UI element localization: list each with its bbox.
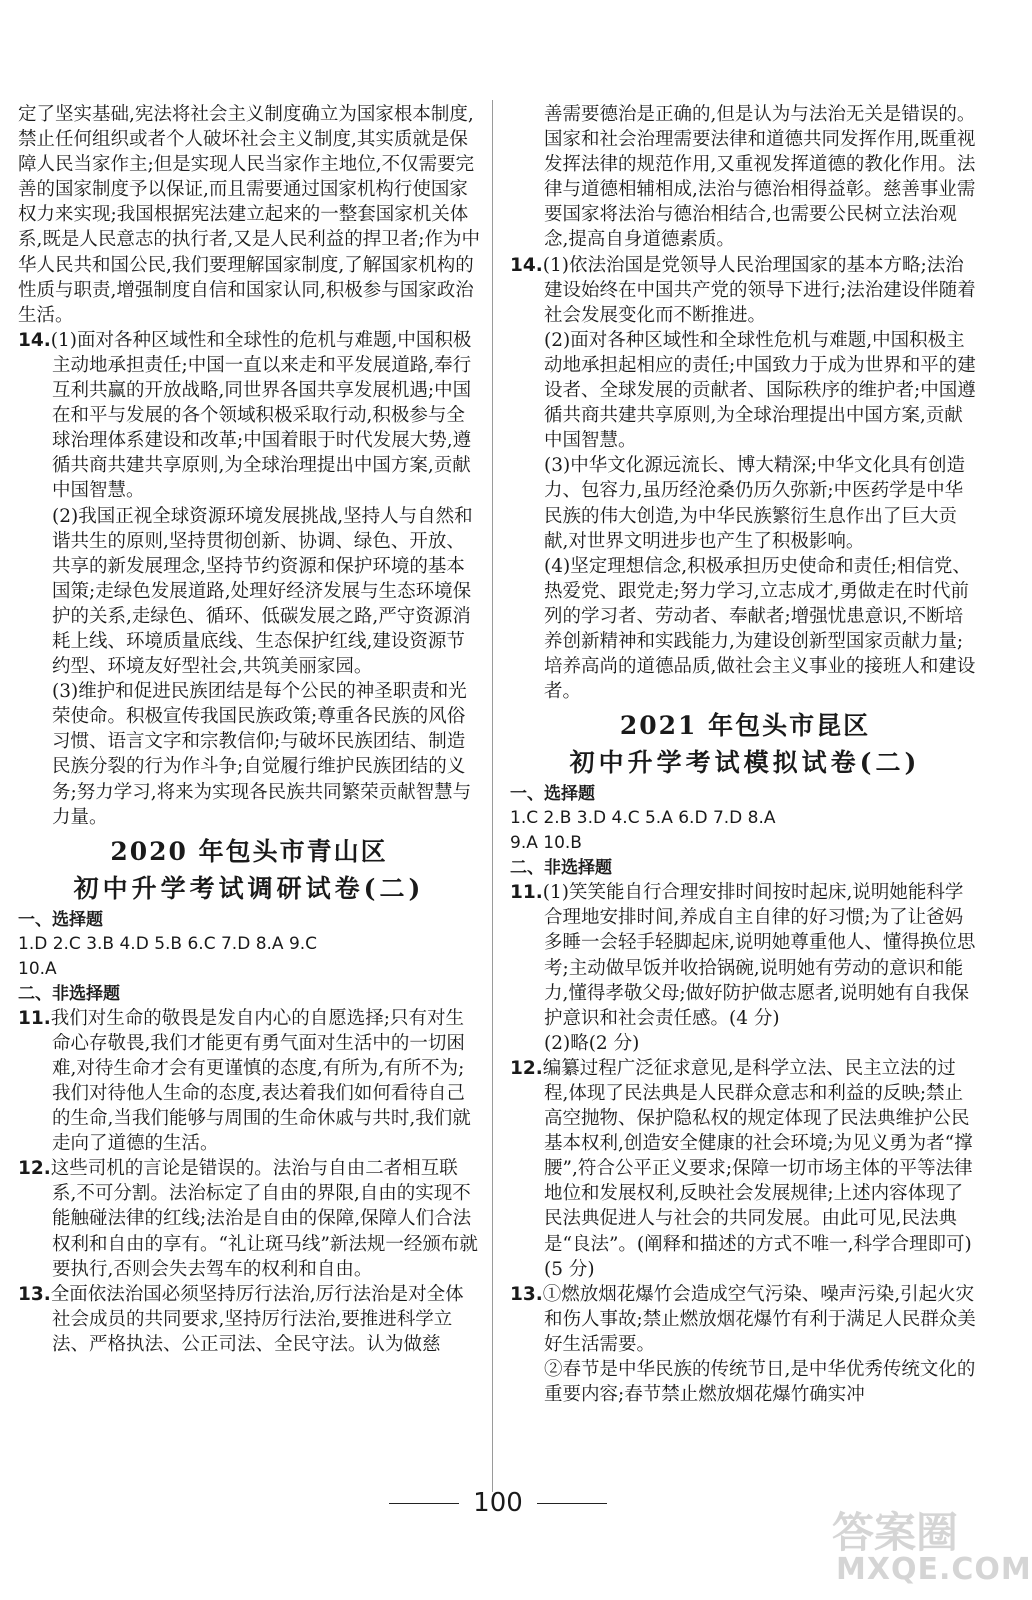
right-section-choice-heading: 一、选择题 [510, 784, 595, 805]
left-section-nonchoice-heading: 二、非选择题 [18, 983, 120, 1004]
right-q14-part1-text: (1)依法治国是党领导人民治理国家的基本方略;法治建设始终在中国共产党的领导下进行;法治建设伴随着社会发展变化而不断推进。 [542, 254, 976, 326]
left-q13 [18, 1282, 480, 1357]
watermark-logo [810, 1500, 1032, 1598]
right-q14-part4: (4)坚定理想信念,积极承担历史使命和责任;相信党、热爱党、跟党走;努力学习,立志成才,勇做走在时代前列的学习者、劳动者、奉献者;增强忧患意识,不断培养创新精神和实践能力,为建设创新型国家贡献力量;培养高尚的道德品质,做社会主义事业的接班人和建设者。 [544, 555, 976, 703]
right-q11-part2: (2)略(2 分) [544, 1032, 640, 1054]
right-q12-number: 12. [510, 1057, 543, 1079]
right-choice-answers-line2: 9.A 10.B [510, 833, 582, 854]
left-column [18, 102, 480, 1357]
left-choice-answers-line2: 10.A [18, 958, 57, 979]
right-q14-part1 [510, 253, 980, 328]
left-q11-number: 11. [18, 1007, 51, 1029]
left-q14-part1 [18, 328, 480, 504]
left-exam-title-line2: 初中升学考试调研试卷(二) [73, 873, 425, 903]
right-q13-number: 13. [510, 1283, 543, 1305]
right-section-nonchoice-heading: 二、非选择题 [510, 858, 612, 879]
page-number-right-rule [537, 1503, 607, 1505]
right-q14-part3: (3)中华文化源远流长、博大精深;中华文化具有创造力、包容力,虽历经沧桑仍历久弥新;中医药学是中华民族的伟大创造,为中华民族繁衍生息作出了巨大贡献,对世界文明进步也产生了积极影响。 [544, 455, 965, 552]
right-exam-title-line2: 初中升学考试模拟试卷(二) [569, 748, 921, 778]
left-q11-text: 我们对生命的敬畏是发自内心的自愿选择;只有对生命心存敬畏,我们才能更有勇气面对生活中的一切困难,对待生命才会有更谨慎的态度,有所为,有所不为;我们对待他人生命的态度,表达着我们如何看待自己的生命,当我们能够与周围的生命休戚与共时,我们就走向了道德的生活。 [50, 1007, 471, 1155]
page-number-text: 100 [473, 1488, 523, 1518]
left-q11 [18, 1006, 480, 1157]
right-q11-number: 11. [510, 882, 543, 904]
right-q14-number: 14. [510, 254, 543, 276]
left-q14-part2: (2)我国正视全球资源环境发展挑战,坚持人与自然和谐共生的原则,坚持贯彻创新、协调、绿色、开放、共享的新发展理念,坚持节约资源和保护环境的基本国策;走绿色发展道路,处理好经济发展与生态环境保护的关系,走绿色、循环、低碳发展之路,严守资源消耗上线、环境质量底线、生态保护红线,建设资源节约型、环境友好型社会,共筑美丽家园。 [52, 505, 473, 678]
column-divider [492, 100, 493, 1492]
right-q13-continuation: 善需要德治是正确的,但是认为与法治无关是错误的。国家和社会治理需要法律和道德共同发挥作用,既重视发挥法律的规范作用,又重视发挥道德的教化作用。法律与道德相辅相成,法治与德治相得益彰。慈善事业需要国家将法治与德治相结合,也需要公民树立法治观念,提高自身道德素质。 [544, 104, 976, 251]
left-choice-answers-line1: 1.D 2.C 3.B 4.D 5.B 6.C 7.D 8.A 9.C [18, 933, 318, 954]
left-q13-continuation: 定了坚实基础,宪法将社会主义制度确立为国家根本制度,禁止任何组织或者个人破坏社会主义制度,其实质就是保障人民当家作主;但是实现人民当家作主地位,不仅需要完善的国家制度予以保证,而且需要通过国家机构行使国家权力来实现;我国根据宪法建立起来的一整套国家机关体系,既是人民意志的执行者,又是人民利益的捍卫者;作为中华人民共和国公民,我们要理解国家制度,了解国家机构的性质与职责,增强制度自信和国家认同,积极参与国家政治生活。 [18, 104, 480, 326]
right-q14-part2: (2)面对各种区域性和全球性危机与难题,中国积极主动地承担起相应的责任;中国致力于成为世界和平的建设者、全球发展的贡献者、国际秩序的维护者;中国遵循共商共建共享原则,为全球治理提出中国方案,贡献中国智慧。 [544, 329, 976, 452]
right-q12-text: 编纂过程广泛征求意见,是科学立法、民主立法的过程,体现了民法典是人民群众意志和利益的反映;禁止高空抛物、保护隐私权的规定体现了民法典维护公民基本权利,创造安全健康的社会环境;为见义勇为者“撑腰”,符合公平正义要求;保障一切市场主体的平等法律地位和发展权利,反映社会发展规律;上述内容体现了民法典促进人与社会的共同发展。由此可见,民法典是“良法”。(阐释和描述的方式不唯一,科学合理即可)(5 分) [542, 1057, 973, 1280]
right-q11 [510, 880, 980, 1031]
left-q12-number: 12. [18, 1158, 51, 1180]
left-exam-title-line1: 2020 年包头市青山区 [110, 836, 388, 866]
left-q14-number: 14. [18, 329, 51, 351]
right-exam-title-line1: 2021 年包头市昆区 [619, 711, 871, 741]
right-q13 [510, 1282, 980, 1357]
page-number-left-rule [389, 1503, 459, 1505]
left-q14-part3: (3)维护和促进民族团结是每个公民的神圣职责和光荣使命。积极宣传我国民族政策;尊重各民族的风俗习惯、语言文字和宗教信仰;与破坏民族团结、制造民族分裂的行为作斗争;自觉履行维护民族团结的义务;努力学习,将来为实现各民族共同繁荣贡献智慧与力量。 [52, 681, 472, 828]
right-column [510, 102, 980, 1407]
left-q13-number: 13. [18, 1283, 51, 1305]
right-q11-text: (1)笑笑能自行合理安排时间按时起床,说明她能科学合理地安排时间,养成自主自律的好习惯;为了让爸妈多睡一会轻手轻脚起床,说明她尊重他人、懂得换位思考;主动做早饭并收拾锅碗,说明她有劳动的意识和能力,懂得孝敬父母;做好防护做志愿者,说明她有自我保护意识和社会责任感。(4 分) [542, 882, 976, 1029]
left-q12 [18, 1156, 480, 1281]
left-q14-part1-text: (1)面对各种区域性和全球性的危机与难题,中国积极主动地承担责任;中国一直以来走和平发展道路,奉行互利共赢的开放战略,同世界各国共享发展机遇;中国在和平与发展的各个领域积极采取行动,积极参与全球治理体系建设和改革;中国着眼于时代发展大势,遵循共商共建共享原则,为全球治理提出中国方案,贡献中国智慧。 [50, 329, 472, 502]
right-q12 [510, 1056, 980, 1282]
right-q13-part1-text: ①燃放烟花爆竹会造成空气污染、噪声污染,引起火灾和伤人事故;禁止燃放烟花爆竹有利于满足人民群众美好生活需要。 [542, 1283, 976, 1355]
left-q13-text: 全面依法治国必须坚持厉行法治,厉行法治是对全体社会成员的共同要求,坚持厉行法治,要推进科学立法、严格执法、公正司法、全民守法。认为做慈 [50, 1283, 464, 1355]
right-choice-answers-line1: 1.C 2.B 3.D 4.C 5.A 6.D 7.D 8.A [510, 808, 776, 829]
left-q12-text: 这些司机的言论是错误的。法治与自由二者相互联系,不可分割。法治标定了自由的界限,自由的实现不能触碰法律的红线;法治是自由的保障,保障人们合法权利和自由的享有。“礼让斑马线”新法规一经颁布就要执行,否则会失去驾车的权利和自由。 [50, 1158, 478, 1280]
left-section-choice-heading: 一、选择题 [18, 909, 103, 930]
watermark-line2: MXQE.COM [836, 1552, 1032, 1587]
watermark-line1: 答案圈 [832, 1508, 959, 1557]
right-q13-part2: ②春节是中华民族的传统节日,是中华优秀传统文化的重要内容;春节禁止燃放烟花爆竹确实冲 [544, 1359, 976, 1406]
